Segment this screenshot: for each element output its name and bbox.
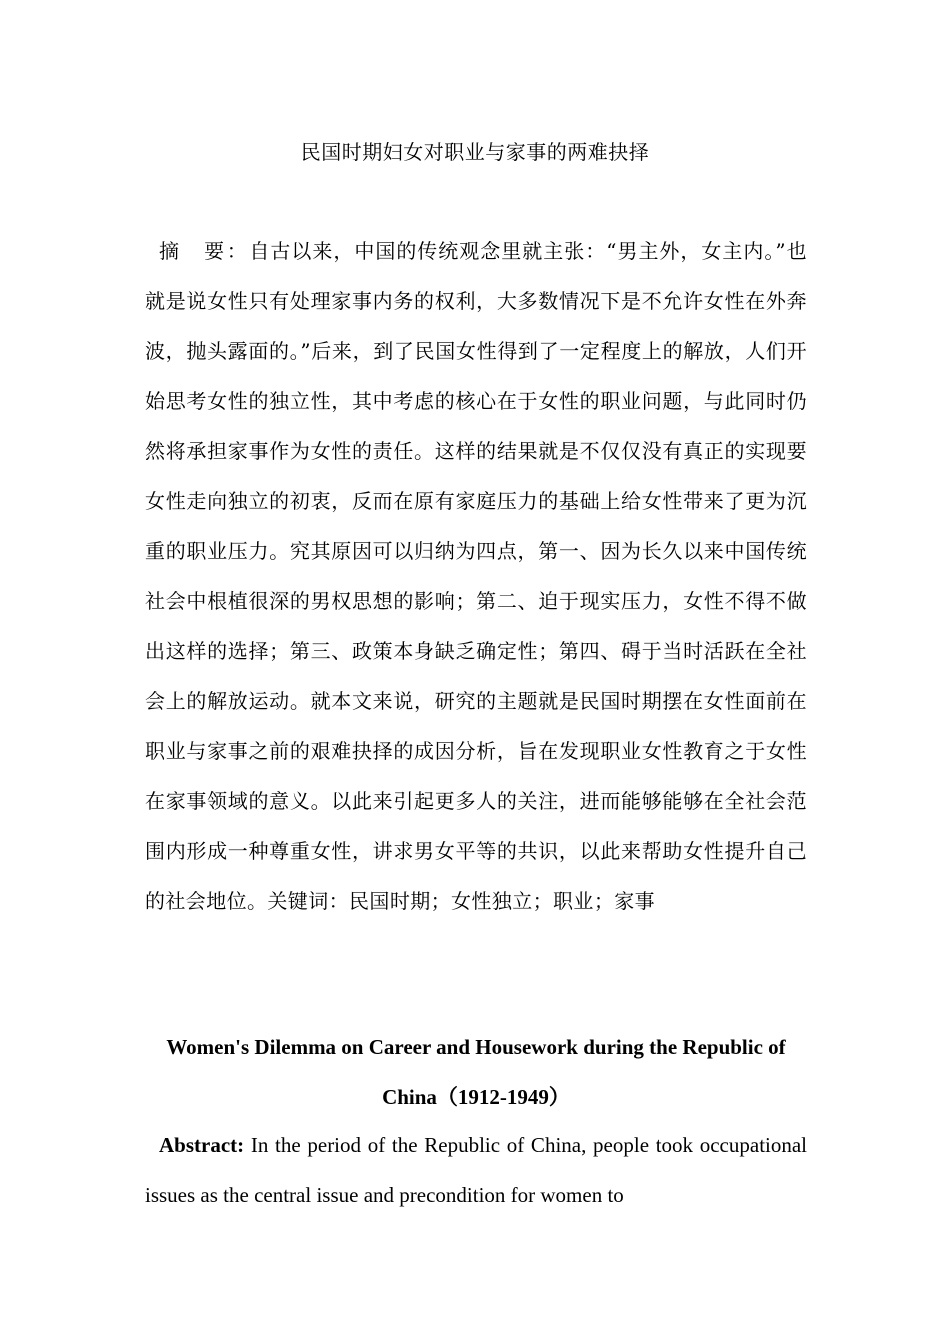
english-title: Women's Dilemma on Career and Housework during the Republic of China（1912-1949） xyxy=(166,1035,786,1109)
english-abstract-label: Abstract: xyxy=(159,1133,245,1157)
english-abstract xyxy=(145,1120,807,1220)
chinese-keywords-text: 民国时期；女性独立；职业；家事 xyxy=(349,889,656,913)
chinese-abstract xyxy=(145,226,807,926)
chinese-abstract-label: 摘 要： xyxy=(159,239,250,263)
english-abstract-text: In the period of the Republic of China, people took occupational issues as the central issue and precondition for women to xyxy=(145,1133,808,1207)
chinese-keywords-label: 关键词： xyxy=(267,889,350,913)
chinese-title: 民国时期妇女对职业与家事的两难抉择 xyxy=(300,140,650,164)
chinese-abstract-text: 自古以来，中国的传统观念里就主张：“男主外，女主内。”也就是说女性只有处理家事内务的权利，大多数情况下是不允许女性在外奔波，抛头露面的。”后来，到了民国女性得到了一定程度上的解放，人们开始思考女性的独立性，其中考虑的核心在于女性的职业问题，与此同时仍然将承担家事作为女性的责任。这样的结果就是不仅仅没有真正的实现要女性走向独立的初衷，反而在原有家庭压力的基础上给女性带来了更为沉重的职业压力。究其原因可以归纳为四点，第一、因为长久以来中国传统社会中根植很深的男权思想的影响；第二、迫于现实压力，女性不得不做出这样的选择；第三、政策本身缺乏确定性；第四、碍于当时活跃在全社会上的解放运动。就本文来说，研究的主题就是民国时期摆在女性面前在职业与家事之前的艰难抉择的成因分析，旨在发现职业女性教育之于女性在家事领域的意义。以此来引起更多人的关注，进而能够能够在全社会范围内形成一种尊重女性，讲求男女平等的共识，以此来帮助女性提升自己的社会地位。 xyxy=(145,239,808,913)
